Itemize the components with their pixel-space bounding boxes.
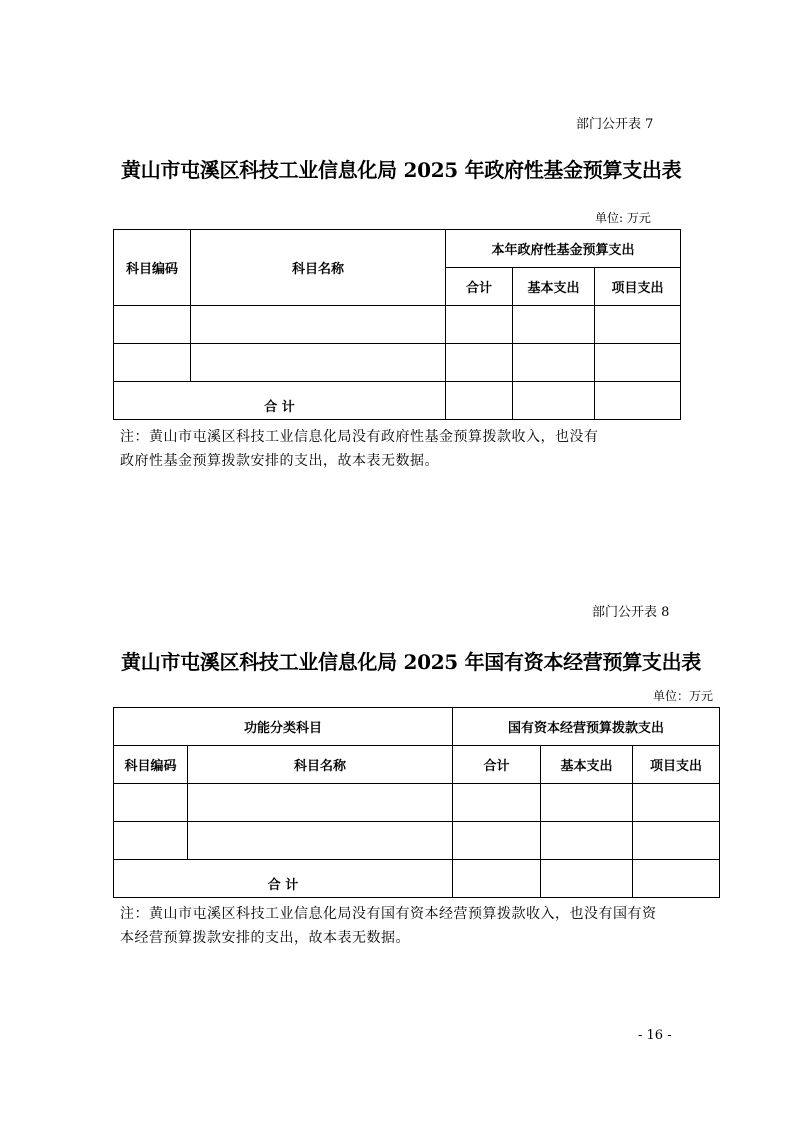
- table-cell: [188, 822, 453, 860]
- page-number: - 16 -: [638, 1028, 672, 1043]
- header-total: 合计: [446, 268, 513, 306]
- table-cell: [191, 306, 446, 344]
- table-cell: [513, 344, 595, 382]
- state-capital-expenditure-table: [113, 707, 720, 898]
- table-row: [114, 784, 720, 822]
- table-cell: [114, 344, 191, 382]
- header-fund-expenditure: 本年政府性基金预算支出: [446, 230, 681, 268]
- table-cell: [541, 860, 633, 898]
- table-cell: [633, 822, 720, 860]
- table-cell: [513, 382, 595, 420]
- note-line: 注：黄山市屯溪区科技工业信息化局没有国有资本经营预算拨款收入，也没有国有资: [120, 906, 657, 922]
- header-subject-code: 科目编码: [114, 746, 188, 784]
- page-title: 黄山市屯溪区科技工业信息化局 2025 年政府性基金预算支出表: [121, 158, 682, 182]
- table-cell: [595, 306, 681, 344]
- table-cell: [541, 784, 633, 822]
- header-basic-expenditure: 基本支出: [513, 268, 595, 306]
- table-row: [114, 822, 720, 860]
- table-cell: [453, 860, 541, 898]
- table-total-row: [114, 860, 720, 898]
- table-cell: [114, 306, 191, 344]
- table-cell: [595, 344, 681, 382]
- header-project-expenditure: 项目支出: [595, 268, 681, 306]
- government-fund-expenditure-table: [113, 229, 681, 420]
- header-project-expenditure: 项目支出: [633, 746, 720, 784]
- table-cell: [446, 306, 513, 344]
- table-cell: [188, 784, 453, 822]
- header-basic-expenditure: 基本支出: [541, 746, 633, 784]
- header-subject-name: 科目名称: [191, 230, 446, 306]
- table-row: [114, 344, 681, 382]
- table-cell: [191, 344, 446, 382]
- table-cell: [595, 382, 681, 420]
- header-subject-name: 科目名称: [188, 746, 453, 784]
- note-line: 政府性基金预算拨款安排的支出，故本表无数据。: [120, 453, 439, 469]
- header-functional-classification: 功能分类科目: [114, 708, 453, 746]
- table-number-label: 部门公开表 8: [592, 605, 670, 620]
- table-note: [120, 902, 657, 950]
- table-cell: [541, 822, 633, 860]
- table-row: [114, 306, 681, 344]
- table-cell: [453, 822, 541, 860]
- note-line: 本经营预算拨款安排的支出，故本表无数据。: [120, 930, 410, 946]
- total-label: 合 计: [114, 382, 446, 420]
- table-cell: [633, 784, 720, 822]
- table-cell: [446, 344, 513, 382]
- header-capital-expenditure: 国有资本经营预算拨款支出: [453, 708, 720, 746]
- table-number-label: 部门公开表 7: [576, 117, 654, 132]
- total-label: 合 计: [114, 860, 453, 898]
- table-cell: [513, 306, 595, 344]
- table-total-row: [114, 382, 681, 420]
- table-cell: [633, 860, 720, 898]
- header-total: 合计: [453, 746, 541, 784]
- header-subject-code: 科目编码: [114, 230, 191, 306]
- page-title: 黄山市屯溪区科技工业信息化局 2025 年国有资本经营预算支出表: [121, 650, 701, 674]
- table-cell: [114, 822, 188, 860]
- table-cell: [453, 784, 541, 822]
- note-line: 注：黄山市屯溪区科技工业信息化局没有政府性基金预算拨款收入，也没有: [120, 429, 599, 445]
- table-cell: [446, 382, 513, 420]
- unit-label: 单位: 万元: [595, 211, 651, 225]
- table-cell: [114, 784, 188, 822]
- unit-label: 单位：万元: [653, 689, 714, 703]
- table-note: [120, 425, 599, 473]
